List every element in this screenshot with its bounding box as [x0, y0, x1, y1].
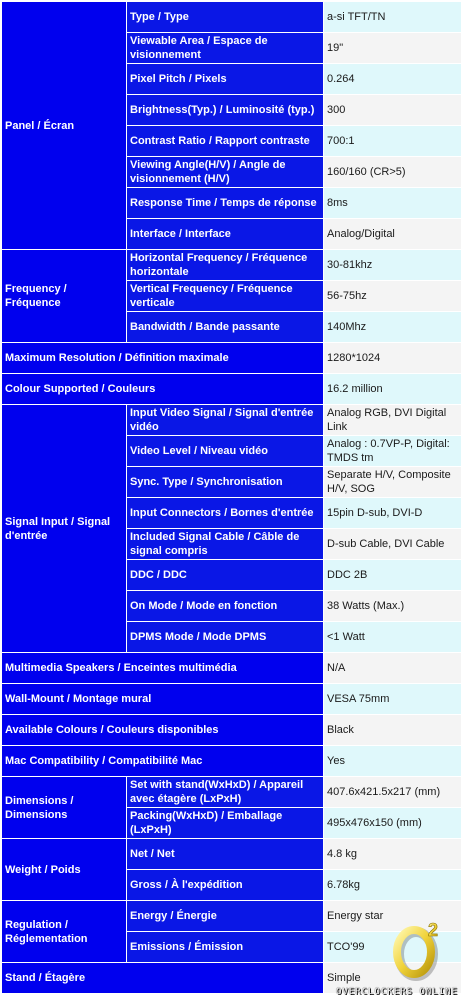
group-speakers: Multimedia Speakers / Enceintes multimédia	[2, 653, 324, 684]
group-dimensions: Dimensions / Dimensions	[2, 777, 127, 839]
spec-value-wall-mount: VESA 75mm	[324, 684, 462, 715]
spec-label-packing: Packing(WxHxD) / Emballage (LxPxH)	[127, 808, 324, 839]
spec-value-dpms: <1 Watt	[324, 622, 462, 653]
table-row	[2, 2, 462, 33]
spec-value-available-colours: Black	[324, 715, 462, 746]
table-row	[2, 374, 462, 405]
spec-label-net: Net / Net	[127, 839, 324, 870]
table-row	[2, 405, 462, 436]
group-colour-supported: Colour Supported / Couleurs	[2, 374, 324, 405]
spec-label-vfreq: Vertical Frequency / Fréquence verticale	[127, 281, 324, 312]
spec-value-viewable: 19"	[324, 33, 462, 64]
spec-value-cable: D-sub Cable, DVI Cable	[324, 529, 462, 560]
spec-value-pitch: 0.264	[324, 64, 462, 95]
group-wall-mount: Wall-Mount / Montage mural	[2, 684, 324, 715]
watermark-text: OVERCLOCKERS ONLINE	[336, 987, 458, 997]
spec-label-emissions: Emissions / Émission	[127, 932, 324, 963]
spec-label-bandwidth: Bandwidth / Bande passante	[127, 312, 324, 343]
spec-value-net: 4.8 kg	[324, 839, 462, 870]
spec-value-sync: Separate H/V, Composite H/V, SOG	[324, 467, 462, 498]
group-stand: Stand / Étagère	[2, 963, 324, 994]
spec-value-mac-compatibility: Yes	[324, 746, 462, 777]
spec-value-video-level: Analog : 0.7VP-P, Digital: TMDS tm	[324, 436, 462, 467]
spec-value-contrast: 700:1	[324, 126, 462, 157]
spec-value-ddc: DDC 2B	[324, 560, 462, 591]
group-panel: Panel / Écran	[2, 2, 127, 250]
spec-label-on-mode: On Mode / Mode en fonction	[127, 591, 324, 622]
spec-label-interface: Interface / Interface	[127, 219, 324, 250]
table-row	[2, 777, 462, 808]
table-row	[2, 653, 462, 684]
spec-label-video-signal: Input Video Signal / Signal d'entrée vidéo	[127, 405, 324, 436]
table-row	[2, 250, 462, 281]
group-frequency: Frequency / Fréquence	[2, 250, 127, 343]
spec-value-interface: Analog/Digital	[324, 219, 462, 250]
spec-value-viewing-angle: 160/160 (CR>5)	[324, 157, 462, 188]
spec-label-video-level: Video Level / Niveau vidéo	[127, 436, 324, 467]
group-mac-compatibility: Mac Compatibility / Compatibilité Mac	[2, 746, 324, 777]
spec-label-connectors: Input Connectors / Bornes d'entrée	[127, 498, 324, 529]
spec-label-with-stand: Set with stand(WxHxD) / Appareil avec étagère (LxPxH)	[127, 777, 324, 808]
spec-value-type: a-si TFT/TN	[324, 2, 462, 33]
spec-value-gross: 6.78kg	[324, 870, 462, 901]
svg-text:2: 2	[428, 920, 439, 940]
group-weight: Weight / Poids	[2, 839, 127, 901]
spec-value-video-signal: Analog RGB, DVI Digital Link	[324, 405, 462, 436]
spec-label-viewable: Viewable Area / Espace de visionnement	[127, 33, 324, 64]
spec-value-colour-supported: 16.2 million	[324, 374, 462, 405]
spec-value-speakers: N/A	[324, 653, 462, 684]
spec-label-dpms: DPMS Mode / Mode DPMS	[127, 622, 324, 653]
overclockers-logo-icon	[392, 918, 448, 982]
spec-value-stand: Simple	[324, 963, 462, 994]
spec-label-sync: Sync. Type / Synchronisation	[127, 467, 324, 498]
spec-value-brightness: 300	[324, 95, 462, 126]
table-row	[2, 715, 462, 746]
spec-value-on-mode: 38 Watts (Max.)	[324, 591, 462, 622]
spec-label-brightness: Brightness(Typ.) / Luminosité (typ.)	[127, 95, 324, 126]
spec-value-emissions: TCO'99	[324, 932, 462, 963]
spec-value-packing: 495x476x150 (mm)	[324, 808, 462, 839]
spec-value-hfreq: 30-81khz	[324, 250, 462, 281]
spec-label-pitch: Pixel Pitch / Pixels	[127, 64, 324, 95]
spec-table	[1, 1, 462, 994]
spec-label-contrast: Contrast Ratio / Rapport contraste	[127, 126, 324, 157]
spec-value-energy: Energy star	[324, 901, 462, 932]
spec-value-connectors: 15pin D-sub, DVI-D	[324, 498, 462, 529]
spec-label-hfreq: Horizontal Frequency / Fréquence horizontale	[127, 250, 324, 281]
spec-value-with-stand: 407.6x421.5x217 (mm)	[324, 777, 462, 808]
group-max-resolution: Maximum Resolution / Définition maximale	[2, 343, 324, 374]
spec-label-ddc: DDC / DDC	[127, 560, 324, 591]
group-regulation: Regulation / Réglementation	[2, 901, 127, 963]
table-row	[2, 343, 462, 374]
spec-value-vfreq: 56-75hz	[324, 281, 462, 312]
spec-label-cable: Included Signal Cable / Câble de signal compris	[127, 529, 324, 560]
group-available-colours: Available Colours / Couleurs disponibles	[2, 715, 324, 746]
spec-value-max-resolution: 1280*1024	[324, 343, 462, 374]
spec-label-response: Response Time / Temps de réponse	[127, 188, 324, 219]
spec-label-type: Type / Type	[127, 2, 324, 33]
spec-value-response: 8ms	[324, 188, 462, 219]
table-row	[2, 684, 462, 715]
spec-value-bandwidth: 140Mhz	[324, 312, 462, 343]
spec-label-gross: Gross / À l'expédition	[127, 870, 324, 901]
table-row	[2, 839, 462, 870]
group-signal-input: Signal Input / Signal d'entrée	[2, 405, 127, 653]
spec-label-energy: Energy / Énergie	[127, 901, 324, 932]
spec-label-viewing-angle: Viewing Angle(H/V) / Angle de visionnement (H/V)	[127, 157, 324, 188]
table-row	[2, 746, 462, 777]
